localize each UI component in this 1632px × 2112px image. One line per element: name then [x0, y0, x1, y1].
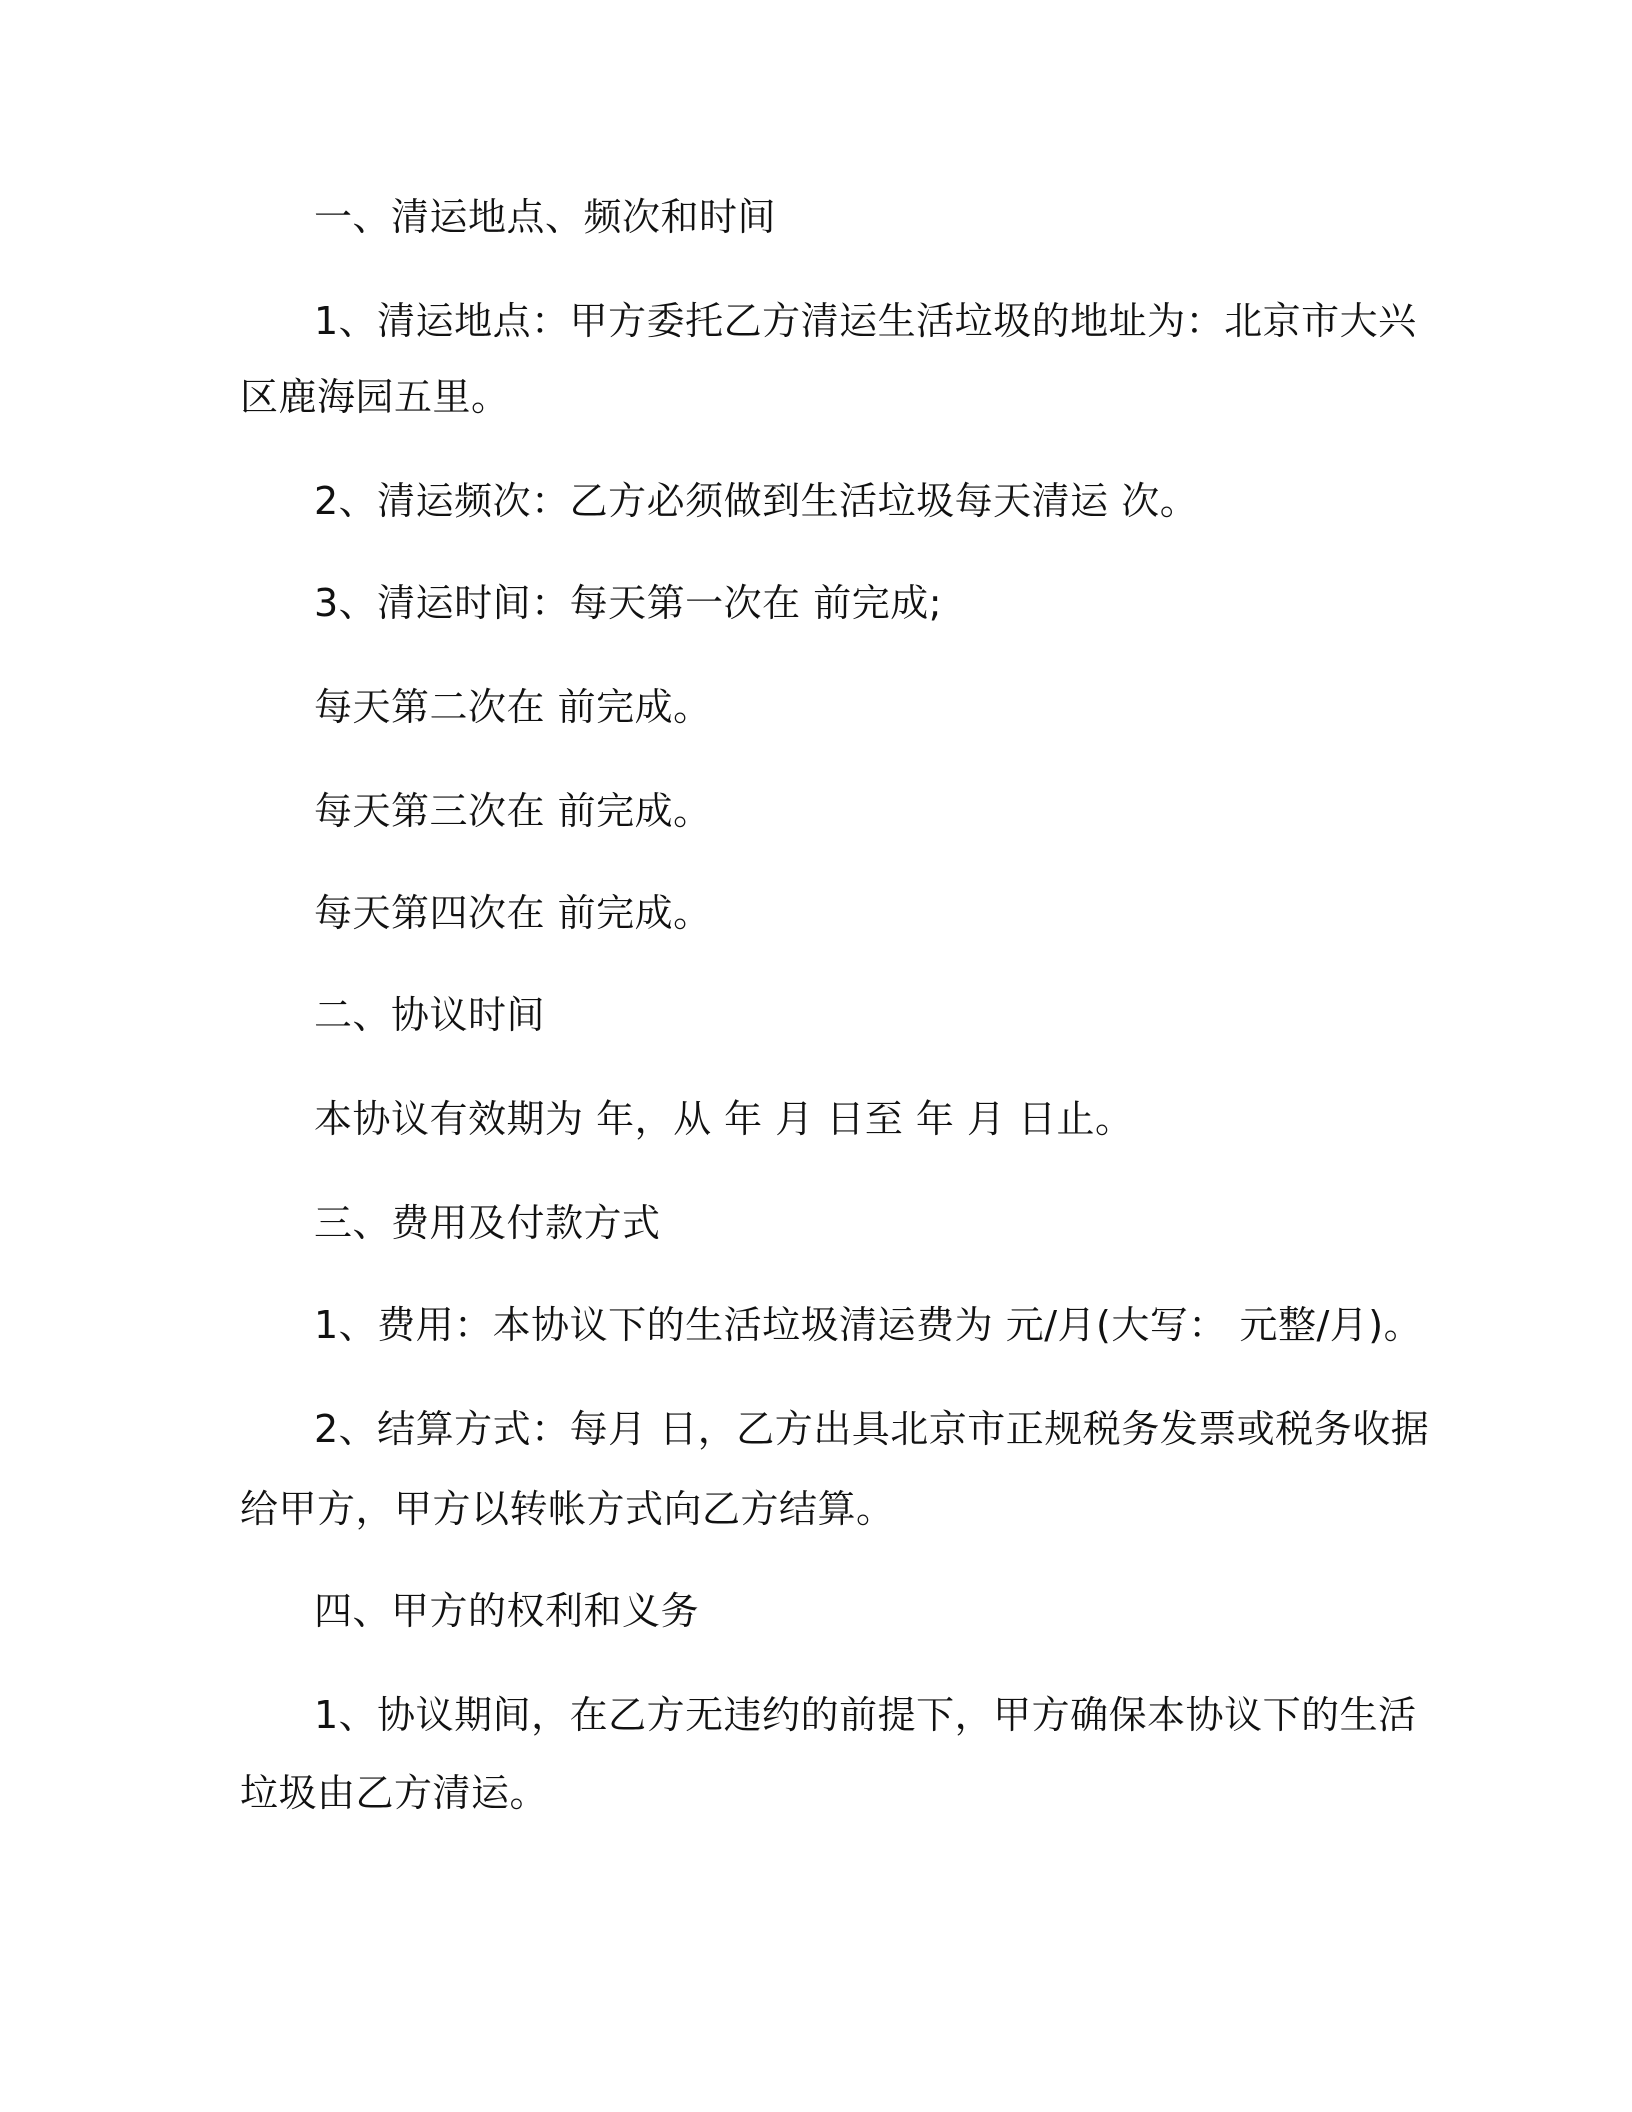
clause-3-2-line-2: 给甲方，甲方以转帐方式向乙方结算。 — [240, 1487, 895, 1531]
clause-1-3-third: 每天第三次在 前完成。 — [314, 789, 712, 833]
section-2-heading: 二、协议时间 — [314, 993, 546, 1037]
clause-3-1: 1、费用：本协议下的生活垃圾清运费为 元/月(大写： 元整/月)。 — [314, 1303, 1423, 1347]
clause-1-3-second: 每天第二次在 前完成。 — [314, 685, 712, 729]
clause-1-3: 3、清运时间：每天第一次在 前完成; — [314, 581, 943, 625]
clause-1-3-fourth: 每天第四次在 前完成。 — [314, 891, 712, 935]
clause-2-1: 本协议有效期为 年，从 年 月 日至 年 月 日止。 — [314, 1097, 1134, 1141]
clause-4-1-line-2: 垃圾由乙方清运。 — [240, 1771, 549, 1815]
section-3-heading: 三、费用及付款方式 — [314, 1201, 661, 1245]
clause-3-2-line-1: 2、结算方式：每月 日，乙方出具北京市正规税务发票或税务收据 — [314, 1407, 1430, 1451]
section-4-heading: 四、甲方的权利和义务 — [314, 1589, 700, 1633]
clause-4-1-line-1: 1、协议期间，在乙方无违约的前提下，甲方确保本协议下的生活 — [314, 1693, 1417, 1737]
section-1-heading: 一、清运地点、频次和时间 — [314, 195, 777, 239]
clause-1-2: 2、清运频次：乙方必须做到生活垃圾每天清运 次。 — [314, 479, 1199, 523]
clause-1-1-line-2: 区鹿海园五里。 — [240, 375, 510, 419]
clause-1-1-line-1: 1、清运地点：甲方委托乙方清运生活垃圾的地址为：北京市大兴 — [314, 299, 1417, 343]
